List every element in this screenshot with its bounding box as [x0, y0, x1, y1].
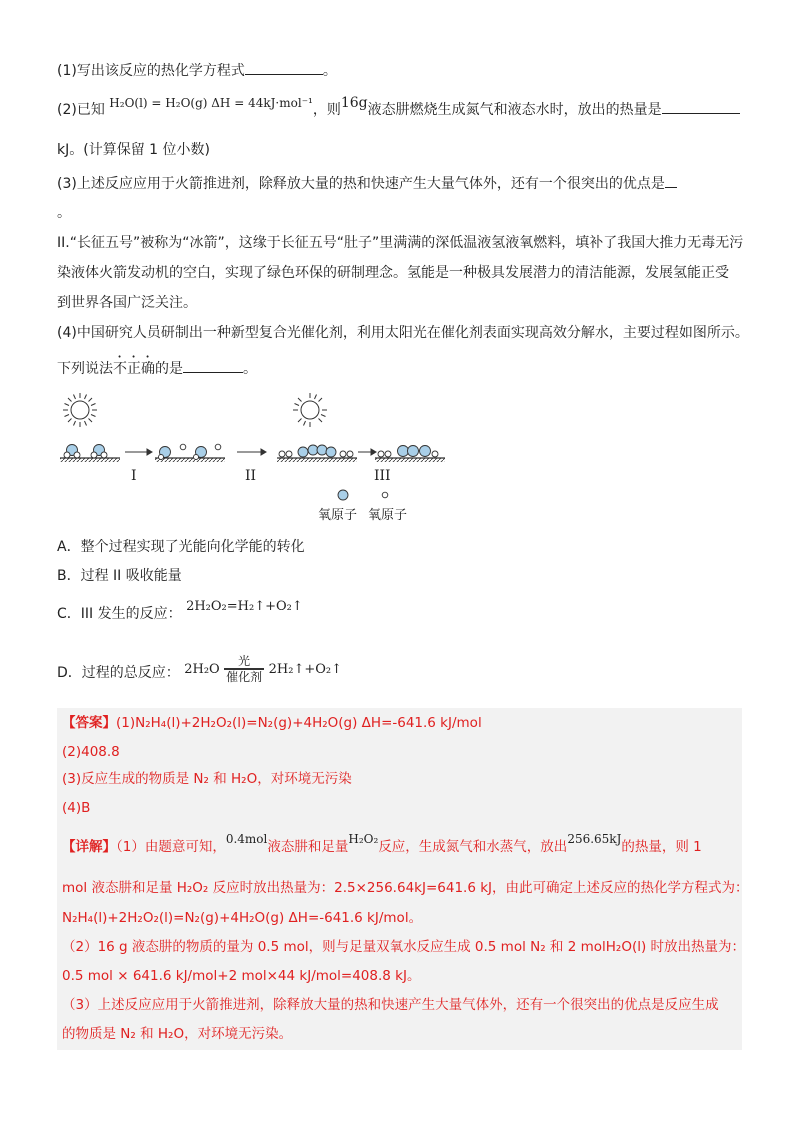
molecules-stage-1: [64, 445, 107, 459]
sun-icon: [63, 393, 97, 427]
part-ii-line1: II.“长征五号”被称为“冰箭”，这缘于长征五号“肚子”里满满的深低温液氢液氧燃料，填补了我国大推力无毒无污: [57, 235, 744, 251]
question-3: (3)上述反应应用于火箭推进剂，除释放大量的热和快速产生大量气体外，还有一个很突出的优点是: [57, 173, 750, 194]
sun-icon: [293, 393, 327, 427]
detail-line-6: （3）上述反应应用于火箭推进剂，除释放大量的热和快速产生大量气体外，还有一个很突出的优点是反应生成: [62, 997, 719, 1013]
part-ii-line2: 染液体火箭发动机的空白，实现了绿色环保的研制理念。氢能是一种极具发展潜力的清洁能源，发展氢能正受: [57, 265, 729, 281]
answer-blank: [662, 99, 740, 114]
detail-line-4: （2）16 g 液态肼的物质的量为 0.5 mol，则与足量双氧水反应生成 0.5 mol N₂ 和 2 molH₂O(l) 时放出热量为：: [62, 939, 746, 955]
answer-line-3: (3)反应生成的物质是 N₂ 和 H₂O，对环境无污染: [62, 771, 352, 787]
question-4-line1: (4)中国研究人员研制出一种新型复合光催化剂，利用太阳光在催化剂表面实现高效分解水，主要过程如图所示。: [57, 325, 749, 341]
detail-line-7: 的物质是 N₂ 和 H₂O，对环境无污染。: [62, 1026, 293, 1042]
stage-label-3: III: [374, 468, 391, 484]
question-2: (2)已知 H₂O(l) = H₂O(g) ΔH = 44kJ·mol⁻¹，则16g液态肼燃烧生成氮气和液态水时，放出的热量是: [57, 99, 750, 120]
detail-tag: 【详解】: [62, 839, 116, 855]
stage-label-1: I: [131, 468, 137, 484]
answer-blank: [245, 60, 323, 75]
question-4-line2: 下列说法不正确的是 。: [57, 353, 750, 379]
option-d: D．过程的总反应： 2H₂O 光 催化剂 2H₂↑+O₂↑: [57, 654, 342, 684]
option-c: C．III 发生的反应： 2H₂O₂=H₂↑+O₂↑: [57, 599, 303, 622]
detail-line-3: N₂H₄(l)+2H₂O₂(l)=N₂(g)+4H₂O(g) ΔH=-641.6 kJ/mol。: [62, 910, 423, 926]
stage-label-2: II: [245, 468, 257, 484]
option-a: A．整个过程实现了光能向化学能的转化: [57, 539, 305, 555]
answer-tag: 【答案】: [62, 715, 116, 731]
part-ii-line3: 到世界各国广泛关注。: [57, 295, 197, 311]
molecules-stage-4: [378, 446, 438, 458]
hydrogen-atom-legend-icon: [382, 492, 388, 498]
answer-blank: [665, 173, 677, 188]
detail-line-5: 0.5 mol × 641.6 kJ/mol+2 mol×44 kJ/mol=408.8 kJ。: [62, 968, 421, 984]
catalyst-surface: [60, 458, 445, 462]
answer-line-1: 【答案】(1)N₂H₄(l)+2H₂O₂(l)=N₂(g)+4H₂O(g) ΔH=-641.6 kJ/mol: [62, 715, 482, 731]
option-c-formula: 2H₂O₂=H₂↑+O₂↑: [186, 599, 303, 614]
arrow-icon: [358, 449, 376, 455]
legend-oxygen-label: 氧原子: [318, 508, 358, 523]
option-b: B．过程 II 吸收能量: [57, 568, 182, 584]
arrow-icon: [237, 449, 266, 455]
question-2-line2: kJ。(计算保留 1 位小数): [57, 142, 210, 158]
answer-blank: [183, 358, 243, 373]
answer-line-2: (2)408.8: [62, 744, 120, 760]
question-3-end: 。: [57, 205, 71, 221]
molecules-stage-3: [279, 445, 353, 457]
answer-line-4: (4)B: [62, 800, 91, 816]
detail-line-1: 【详解】（1）由题意可知，0.4mol液态肼和足量H₂O₂反应，生成氮气和水蒸气，放出256.65kJ的热量，则 1: [62, 832, 702, 855]
emphasis-not-correct: 不正确: [113, 361, 155, 377]
reaction-condition: 光 催化剂: [226, 654, 263, 684]
oxygen-atom-legend-icon: [338, 490, 348, 500]
question-1: (1)写出该反应的热化学方程式 。: [57, 60, 750, 81]
water-formula: H₂O(l) = H₂O(g) ΔH = 44kJ·mol⁻¹: [109, 96, 313, 110]
legend-hydrogen-label: 氧原子: [368, 508, 408, 523]
detail-line-2: mol 液态肼和足量 H₂O₂ 反应时放出热量为：2.5×256.64kJ=641.6 kJ，由此可确定上述反应的热化学方程式为：: [62, 880, 749, 896]
molecules-stage-2: [159, 444, 221, 459]
arrow-icon: [125, 449, 152, 455]
